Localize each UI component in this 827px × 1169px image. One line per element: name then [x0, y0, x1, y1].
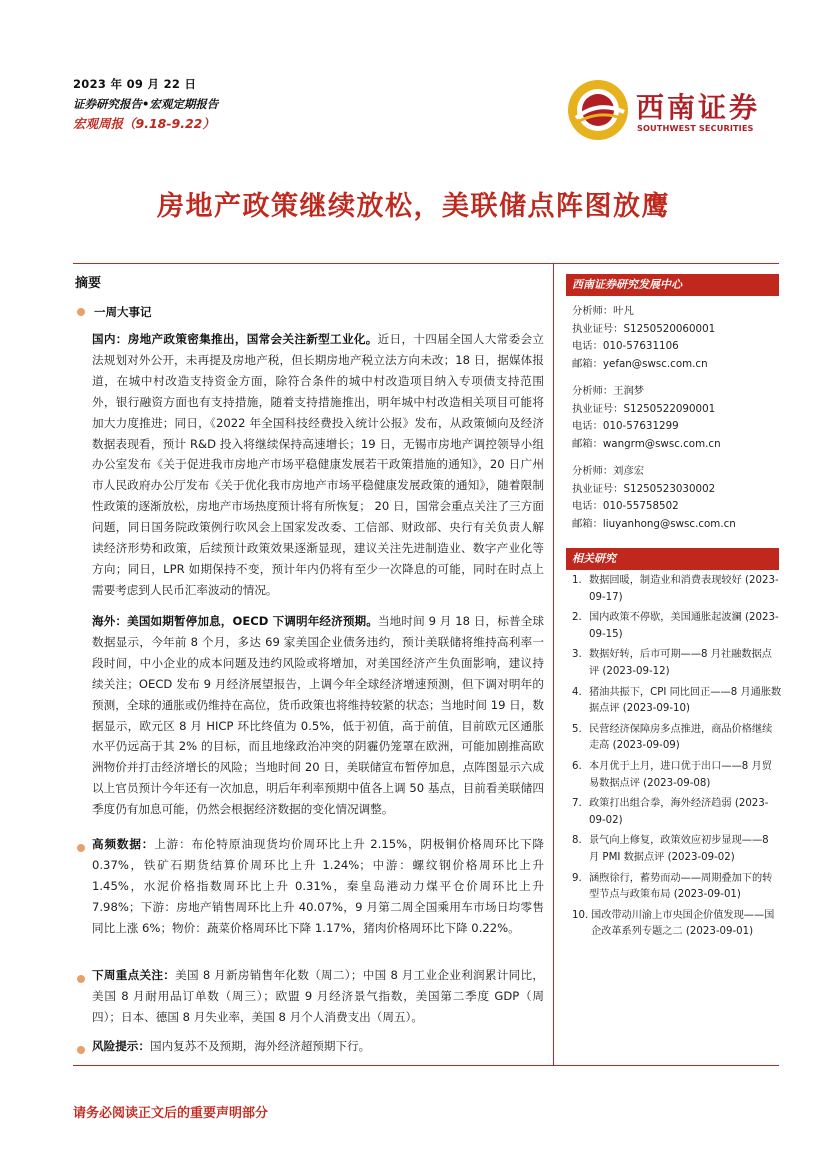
analyst-name: 分析师：刘彦宏: [572, 465, 645, 477]
bullet-icon: [77, 844, 85, 852]
list-item-number: 2.: [572, 612, 582, 624]
report-header: [73, 74, 218, 134]
bullet-icon: [77, 308, 85, 316]
related-research-header: 相关研究: [566, 548, 779, 570]
list-item-number: 1.: [572, 575, 582, 586]
list-item[interactable]: [572, 647, 782, 680]
abstract-label: 摘要: [75, 276, 102, 291]
research-center-header: 西南证券研究发展中心: [566, 274, 779, 296]
list-item-text: 景气向上修复，政策效应初步显现——8 月 PMI 数据点评 (2023-09-02): [589, 835, 769, 863]
report-title: 房地产政策继续放松，美联储点阵图放鹰: [157, 191, 670, 222]
next-week-paragraph: [92, 965, 544, 1028]
bullet-icon: [77, 975, 85, 983]
report-date: 2023 年 09 月 22 日: [73, 77, 197, 91]
week-events-label: 一周大事记: [94, 305, 152, 319]
list-item-text: 数据好转，后市可期——8 月社融数据点评 (2023-09-12): [589, 649, 772, 677]
high-freq-body: 上游：布伦特原油现货均价周环比上升 2.15%，阴极铜价格周环比下降 0.37%，铁矿石期货结算价周环比上升 1.24%；中游：螺纹钢价格周环比上升 1.45%，水泥价格指数周环比上升 0.31%，秦皇岛港动力煤平仓价周环比上升 7.98%；下游：房地产销售周环比上升 40.07%，9 月第二周全国乘用车市场日均零售同比上涨 6%；物价：蔬菜价格周环比下降 1.17%，猪肉价格周环比下降 0.22%。: [92, 837, 544, 935]
risk-body: 国内复苏不及预期，海外经济超预期下行。: [149, 1039, 371, 1053]
list-item-text: 本月优于上月，进口优于出口——8 月贸易数据点评 (2023-09-08): [589, 760, 772, 789]
list-item-number: 9.: [572, 872, 582, 884]
analyst-phone: 电话：010-57631299: [572, 420, 679, 433]
logo-name-cn: 西南证券: [636, 91, 761, 124]
analyst-cert: 执业证号：S1250522090001: [572, 402, 716, 415]
logo-emblem-icon: [566, 78, 630, 142]
risk-paragraph: [92, 1036, 544, 1057]
domestic-body: 近日，十四届全国人大常委会立法规划对外公开，未再提及房地产税，但长期房地产税立法方向未改；18 日，据媒体报道，在城中村改造支持资金方面，除符合条件的城中村改造项目纳入专项债支持范围外，银行融资方面也有支持措施，随着支持措施推出，明年城中村改造相关项目可能将加大力度推进；同日，《2022 年全国科技经费投入统计公报》发布，从政策倾向及经济数据表现看，预计 R&D 投入将继续保持高速增长；19 日，无锡市房地产调控领导小组办公室发布《关于促进我市房地产市场平稳健康发展若干政策措施的通知》，20 日广州市人民政府办公厅发布《关于优化我市房地产市场平稳健康发展政策的通知》，随着限制性政策的逐渐放松，房地产市场热度预计将有所恢复； 20 日，国常会重点关注了三方面问题，同日国务院政策例行吹风会上国家发改委、工信部、财政部、央行有关负责人解读经济形势和政策，后续预计政策效果逐渐显现，建议关注先进制造业、数字产业化等方向；同日，LPR 如期保持不变，预计年内仍将有至少一次降息的可能，同时在时点上需要考虑到人民币汇率波动的情况。: [92, 332, 544, 597]
analyst-email[interactable]: 邮箱：yefan@swsc.com.cn: [572, 357, 708, 370]
disclaimer-note: 请务必阅读正文后的重要声明部分: [73, 1106, 269, 1121]
list-item[interactable]: [572, 573, 782, 606]
list-item-text: 民营经济保障房多点推进，商品价格继续走高 (2023-09-09): [589, 723, 773, 752]
list-item-number: 5.: [572, 723, 582, 735]
divider-bottom: [73, 1065, 779, 1066]
overseas-lead: 海外：美国如期暂停加息，OECD 下调明年经济预期。: [92, 614, 378, 628]
list-item-number: 8.: [572, 835, 582, 847]
analyst-name: 分析师：叶凡: [572, 305, 634, 317]
company-logo: [566, 78, 770, 142]
high-freq-paragraph: [92, 834, 544, 939]
list-item-number: 4.: [572, 686, 582, 698]
next-week-label: 下周重点关注：: [92, 968, 176, 982]
list-item[interactable]: [572, 685, 782, 718]
analyst-block: [572, 303, 715, 373]
high-freq-label: 高频数据：: [92, 837, 155, 851]
bullet-icon: [77, 1046, 85, 1054]
list-item-text: 政策打出组合拳，海外经济趋弱 (2023-09-02): [589, 798, 769, 826]
domestic-lead: 国内：房地产政策密集推出，国常会关注新型工业化。: [92, 332, 378, 346]
analyst-cert: 执业证号：S1250523030002: [572, 482, 716, 495]
list-item-text: 国内政策不停歇，美国通胀起波澜 (2023-09-15): [589, 612, 779, 640]
list-item-number: 6.: [572, 760, 582, 772]
list-item-number: 10.: [572, 909, 589, 921]
list-item-number: 3.: [572, 649, 582, 661]
analyst-block: [572, 383, 721, 453]
list-item-number: 7.: [572, 798, 582, 810]
list-item-text: 数据回暖，制造业和消费表现较好 (2023-09-17): [589, 575, 779, 603]
report-type: 证券研究报告•宏观定期报告: [73, 97, 219, 111]
analyst-phone: 电话：010-55758502: [572, 500, 679, 513]
report-series: 宏观周报（9.18-9.22）: [73, 116, 215, 131]
list-item-text: 涵煦徐行，蓄势而动——周期叠加下的转型节点与政策布局 (2023-09-01): [589, 872, 773, 901]
logo-name-en: SOUTHWEST SECURITIES: [637, 123, 754, 133]
list-item[interactable]: [572, 722, 782, 755]
analyst-phone: 电话：010-57631106: [572, 340, 679, 353]
list-item-text: 国改带动川渝上市央国企价值发现——国企改革系列专题之二 (2023-09-01): [591, 909, 775, 938]
divider-vertical: [553, 263, 554, 1065]
list-item[interactable]: [572, 908, 782, 941]
analyst-email[interactable]: 邮箱：liuyanhong@swsc.com.cn: [572, 517, 736, 530]
overseas-paragraph: [92, 611, 544, 820]
analyst-cert: 执业证号：S1250520060001: [572, 322, 716, 335]
list-item[interactable]: [572, 833, 782, 866]
analyst-block: [572, 463, 736, 533]
related-research-list: [572, 573, 782, 945]
list-item[interactable]: [572, 610, 782, 643]
risk-label: 风险提示：: [92, 1039, 150, 1053]
divider-top: [73, 263, 779, 264]
analyst-email[interactable]: 邮箱：wangrm@swsc.com.cn: [572, 437, 721, 450]
next-week-body: 美国 8 月新房销售年化数（周二）；中国 8 月工业企业利润累计同比，美国 8 月耐用品订单数（周三）；欧盟 9 月经济景气指数，美国第二季度 GDP（周四）；日本、德国 8 月失业率，美国 8 月个人消费支出（周五）。: [92, 968, 544, 1024]
analyst-name: 分析师：王润梦: [572, 385, 645, 397]
list-item[interactable]: [572, 871, 782, 904]
overseas-body: 当地时间 9 月 18 日，标普全球数据显示，今年前 8 个月，多达 69 家美国企业债务违约，预计美联储将维持高利率一段时间，中小企业的成本问题及违约风险或将增加，对美国经济产生负面影响，建议持续关注；OECD 发布 9 月经济展望报告，上调今年全球经济增速预测，但下调对明年的预测，全球的通胀或仍维持在高位，货币政策也将维持较紧的状态；当地时间 19 日，数据显示，欧元区 8 月 HICP 环比终值为 0.5%，低于初值，高于前值，目前欧元区通胀水平仍远高于其 2% 的目标，而且地缘政治冲突的阴霾仍笼罩在欧洲，可能加剧推高欧洲物价并打击经济增长的风险；当地时间 20 日，美联储宣布暂停加息，点阵图显示六成以上官员预计今年还有一次加息，明后年利率预期中值各上调 50 基点，目前看美联储四季度仍有加息可能，仍然会根据经济数据的变化情况调整。: [92, 614, 544, 817]
domestic-paragraph: [92, 329, 544, 601]
list-item-text: 猪油共振下，CPI 同比回正——8 月通胀数据点评 (2023-09-10): [589, 686, 782, 715]
list-item[interactable]: [572, 796, 782, 829]
list-item[interactable]: [572, 759, 782, 792]
